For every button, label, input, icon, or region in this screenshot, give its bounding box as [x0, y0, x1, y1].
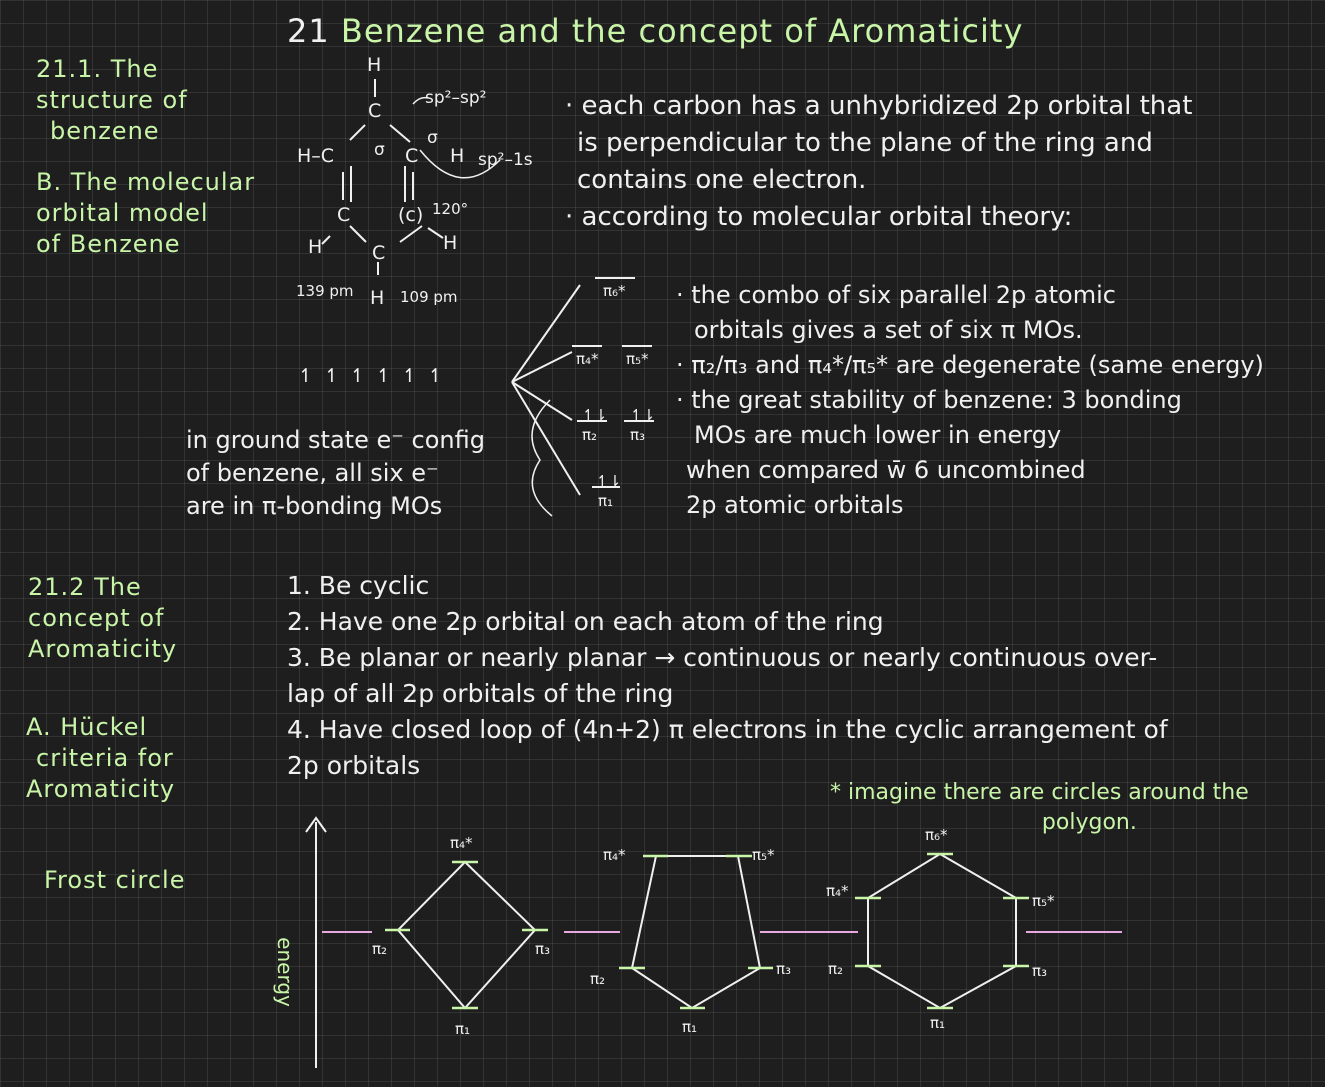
note-line: is perpendicular to the plane of the ring and	[577, 128, 1153, 158]
note-line: · according to molecular orbital theory:	[565, 202, 1073, 232]
title-number: 21	[287, 12, 330, 50]
angle-label: 120°	[432, 200, 469, 218]
atom-h-bottom-right: H	[443, 232, 458, 254]
pentagon-top-left-label: π₄*	[603, 846, 626, 864]
atom-h-bottom-left: H	[308, 236, 323, 258]
mo-level-pi2: π₂	[582, 426, 598, 444]
atomic-orbital-electrons: ↿ ↿ ↿ ↿ ↿ ↿	[298, 365, 446, 387]
atom-c-bottom-right: (c)	[398, 204, 424, 226]
note-line: · each carbon has a unhybridized 2p orbital that	[565, 91, 1193, 121]
note-line: of benzene, all six e⁻	[186, 459, 439, 487]
mo-level-pi3: π₃	[630, 426, 646, 444]
heading-line: 21.2 The	[28, 573, 142, 601]
mo-electrons: ↿⇂	[596, 472, 622, 490]
atom-c-right: C	[405, 145, 419, 167]
note-line: are in π-bonding MOs	[186, 492, 443, 520]
atom-c-bottom: C	[372, 242, 386, 264]
criterion: 2. Have one 2p orbital on each atom of the ring	[287, 607, 884, 636]
atom-h-bottom: H	[370, 287, 385, 309]
note-line: MOs are much lower in energy	[694, 421, 1062, 449]
mo-electrons: ↿⇂	[630, 406, 656, 424]
heading-line: Aromaticity	[26, 775, 176, 803]
square-right-label: π₃	[535, 940, 551, 958]
note-line: orbitals gives a set of six π MOs.	[694, 316, 1083, 344]
mo-level-pi1: π₁	[598, 492, 614, 510]
heading-line: 21.1. The	[36, 55, 159, 83]
atom-h-right: H	[450, 145, 465, 167]
heading-line: orbital model	[36, 199, 209, 227]
mo-electrons: ↿⇂	[582, 406, 608, 424]
hexagon-lower-left-label: π₂	[828, 960, 844, 978]
heading-line: Aromaticity	[28, 635, 178, 663]
note-line: polygon.	[1041, 810, 1137, 835]
sigma-label: σ	[427, 128, 438, 148]
square-bottom-label: π₁	[455, 1020, 471, 1038]
sigma-label: σ	[374, 140, 385, 160]
criterion: 1. Be cyclic	[287, 571, 430, 600]
pentagon-mid-right-label: π₃	[776, 960, 792, 978]
criterion: 3. Be planar or nearly planar → continuous or nearly continuous over-	[287, 643, 1158, 672]
note-line: in ground state e⁻ config	[186, 426, 485, 454]
hexagon-bottom-label: π₁	[930, 1014, 946, 1032]
mo-level-pi6: π₆*	[603, 282, 626, 300]
note-line: · the great stability of benzene: 3 bonding	[676, 386, 1182, 414]
criterion: 2p orbitals	[287, 751, 421, 780]
hexagon-upper-left-label: π₄*	[826, 882, 849, 900]
criterion: lap of all 2p orbitals of the ring	[287, 679, 674, 708]
length-ch-label: 109 pm	[400, 288, 458, 306]
frost-circle-label: Frost circle	[44, 866, 186, 894]
atom-h-top: H	[367, 54, 382, 76]
title-text: Benzene and the concept of Aromaticity	[340, 12, 1024, 50]
hexagon-top-label: π₆*	[925, 826, 948, 844]
heading-line: concept of	[28, 604, 165, 632]
bond-ch-label: sp²–1s	[478, 150, 533, 170]
length-cc-label: 139 pm	[296, 282, 354, 300]
pentagon-top-right-label: π₅*	[752, 846, 775, 864]
heading-line: A. Hückel	[26, 713, 148, 741]
hexagon-upper-right-label: π₅*	[1032, 892, 1055, 910]
square-top-label: π₄*	[450, 834, 473, 852]
heading-line: B. The molecular	[36, 168, 256, 196]
pentagon-mid-left-label: π₂	[590, 970, 606, 988]
heading-line: benzene	[50, 117, 160, 145]
heading-line: structure of	[36, 86, 188, 114]
heading-line: of Benzene	[36, 230, 181, 258]
note-line: when compared w̄ 6 uncombined	[686, 456, 1086, 484]
hexagon-lower-right-label: π₃	[1032, 962, 1048, 980]
energy-axis-label: energy	[272, 937, 297, 1007]
atom-h-c-left: H–C	[297, 145, 335, 167]
criterion: 4. Have closed loop of (4n+2) π electrons in the cyclic arrangement of	[287, 715, 1168, 744]
note-line: 2p atomic orbitals	[686, 491, 904, 519]
mo-level-pi5: π₅*	[626, 350, 649, 368]
note-line: * imagine there are circles around the	[830, 780, 1249, 805]
note-line: · π₂/π₃ and π₄*/π₅* are degenerate (same energy)	[676, 351, 1264, 379]
bond-cc-label: sp²–sp²	[425, 88, 487, 108]
pentagon-bottom-label: π₁	[682, 1018, 698, 1036]
note-line: · the combo of six parallel 2p atomic	[676, 281, 1116, 309]
note-line: contains one electron.	[577, 165, 867, 195]
atom-c-top: C	[368, 100, 382, 122]
mo-level-pi4: π₄*	[576, 350, 599, 368]
square-left-label: π₂	[372, 940, 388, 958]
heading-line: criteria for	[36, 744, 174, 772]
atom-c-bottom-left: C	[337, 204, 351, 226]
